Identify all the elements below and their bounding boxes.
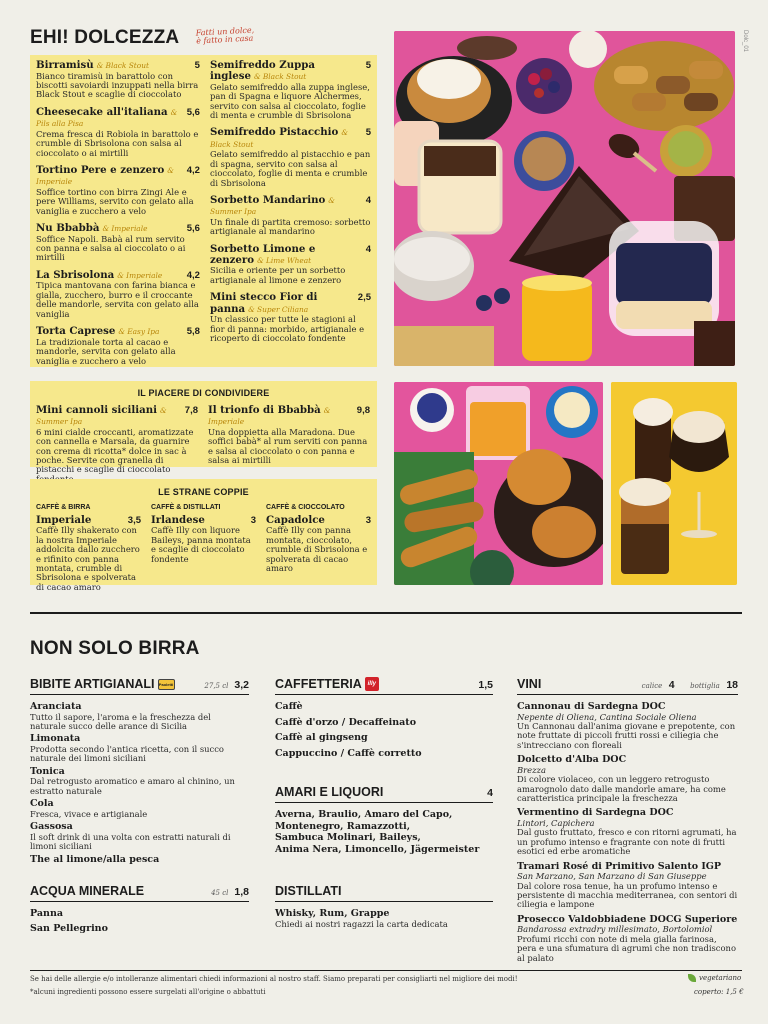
vegetariano-legend: vegetariano [688, 974, 741, 982]
dessert-item [36, 405, 198, 484]
vino-producer: San Marzano, San Marzano di San Giuseppe [517, 871, 707, 882]
amari-header [275, 785, 493, 803]
condividere-list [36, 405, 371, 484]
dessert-name-row [36, 165, 200, 188]
dessert-price: 7,8 [184, 405, 198, 416]
dessert-item [210, 292, 371, 343]
amari-title: AMARI E LIQUORI [275, 785, 384, 799]
bibite-title: BIBITE ARTIGIANALI [30, 677, 155, 691]
dessert-name-wrap [36, 405, 185, 428]
pairing-tag: & Pils alla Pisa [36, 107, 178, 129]
section-divider [30, 612, 742, 614]
acqua-price: 1,8 [234, 886, 249, 898]
dolcezza-tagline: Fatti un dolce, è fatto in casa [195, 25, 255, 46]
vino-item [517, 754, 738, 803]
acqua-list [30, 908, 249, 934]
coppia-name: Imperiale [36, 513, 92, 526]
cannoli-photo-illustration [394, 382, 603, 585]
coppia-item [36, 504, 141, 592]
distillati-desc: Chiedi ai nostri ragazzi la carta dedicata [275, 918, 448, 929]
dessert-name-wrap [36, 326, 159, 337]
calice-price: 4 [668, 679, 675, 691]
dolcezza-left-column [36, 60, 200, 366]
dessert-desc: Bianco tiramisù in barattolo con biscotti savoiardi inzuppati nella birra Black Stout e scaglie di cioccolato [36, 70, 199, 100]
vino-name: Prosecco Valdobbiadene DOCG Superiore [517, 913, 738, 925]
amari-line: Averna, Braulio, Amaro del Capo, [275, 809, 453, 820]
caffe-item: Caffè al gingseng [275, 732, 368, 744]
cannoli-photo [394, 382, 603, 585]
coppia-category: CAFFÈ & CIOCCOLATO [266, 504, 345, 511]
dessert-name: Sorbetto Limone e zenzero [209, 242, 316, 267]
dessert-price: 2,5 [357, 292, 371, 304]
coppia-desc: Caffè Illy con panna montata, cioccolato, crumble di Sbrisolona e spolverata di cacao amaro [266, 525, 368, 574]
vino-name: Cannonau di Sardegna DOC [517, 701, 666, 712]
coperto: coperto: 1,5 € [694, 988, 744, 996]
footer-surgelati: *alcuni ingredienti possono essere surgelati all'origine o abbattuti [30, 988, 266, 996]
caffe-list [275, 701, 493, 759]
dessert-name-row [36, 405, 198, 428]
dessert-name: Torta Caprese [36, 325, 116, 338]
dessert-name: Mini cannoli siciliani [36, 404, 157, 416]
vino-item [517, 914, 738, 963]
dessert-desc: Gelato semifreddo al pistacchio e pan di spagna, servito con salsa al cioccolato, foglie di menta e crumble di Sbrisolona [209, 149, 371, 188]
dessert-name: La Sbrisolona [36, 268, 115, 281]
pairing-tag: & Black Stout [96, 61, 149, 70]
dessert-desc: La tradizionale torta al cacao e mandorle, servita con gelato alla vaniglia e zucchero a velo [36, 336, 176, 366]
amari-line: Montenegro, Ramazzotti, [275, 820, 411, 832]
coppia-category: CAFFÈ & BIRRA [36, 504, 91, 511]
dessert-item [36, 107, 200, 158]
bibita-item [30, 854, 249, 866]
coppia-item [151, 504, 256, 592]
distillati-header [275, 884, 493, 902]
dessert-item [36, 165, 200, 216]
bibita-desc: Il soft drink di una volta con estratti naturali di limoni siciliani [30, 831, 231, 852]
dessert-name: Semifreddo Pistacchio [209, 126, 339, 139]
coppie-list [36, 504, 371, 592]
coppie-panel [30, 479, 377, 592]
dessert-name-wrap [36, 223, 147, 234]
paoletti-logo-icon: Paoletti [158, 679, 175, 690]
bibita-desc: Dal retrogusto aromatico e amaro al chinino, un estratto naturale [30, 776, 235, 796]
amari-price: 4 [487, 787, 493, 799]
bibita-name: Tonica [30, 765, 65, 777]
bibita-item [30, 821, 249, 851]
dessert-item [36, 326, 200, 366]
dessert-name: Nu Bbabbà [36, 221, 100, 234]
dessert-price: 5,6 [186, 106, 200, 118]
dessert-name: Il trionfo di Bbabbà [208, 404, 321, 416]
amari-list [275, 809, 493, 855]
dessert-item [208, 405, 370, 484]
illy-logo-icon: illy [365, 677, 379, 691]
amari-line: Anima Nera, Limoncello, Jägermeister [275, 843, 480, 855]
coppia-price: 3 [250, 514, 256, 526]
vino-name: Vermentino di Sardegna DOC [517, 807, 674, 819]
distillati-section [275, 884, 493, 929]
dessert-item [210, 244, 371, 286]
pairing-tag: & Imperiale [117, 270, 163, 280]
bottiglia-label: bottiglia [690, 682, 720, 690]
bibita-item [30, 733, 249, 763]
pairing-tag: & Imperiale [208, 406, 331, 427]
vino-name: Dolcetto d'Alba DOC [517, 754, 627, 766]
dessert-price: 4,2 [186, 164, 200, 176]
vino-item [517, 807, 738, 856]
coppia-item [266, 504, 371, 592]
dessert-price: 9,8 [356, 405, 370, 416]
dessert-price: 5 [365, 60, 371, 71]
vini-section [517, 677, 738, 963]
dessert-desc: Sicilia e oriente per un sorbetto artigianale al limone e zenzero [209, 265, 346, 285]
footer-divider [30, 970, 742, 971]
dessert-name: Birramisù [36, 59, 94, 71]
bibita-name: Aranciata [30, 701, 82, 712]
dolcezza-title: EHI! DOLCEZZA [30, 27, 180, 48]
vino-name: Tramari Rosé di Primitivo Salento IGP [517, 860, 722, 872]
acqua-qty: 45 cl [211, 889, 229, 897]
bibite-list [30, 701, 249, 865]
dessert-price: 5 [365, 127, 371, 139]
coppia-category: CAFFÈ & DISTILLATI [151, 504, 221, 511]
dessert-price: 5 [194, 60, 200, 71]
coppia-name: Capadolce [266, 513, 325, 526]
pairing-tag: & Black Stout [253, 72, 307, 82]
caffetteria-price: 1,5 [478, 679, 493, 691]
bibita-name: Gassosa [30, 821, 73, 833]
coppia-price: 3,5 [127, 514, 141, 526]
coppie-title: LE STRANE COPPIE [158, 487, 249, 497]
dessert-name-row [210, 244, 371, 267]
dessert-name-wrap [208, 405, 357, 428]
vini-list [517, 701, 738, 963]
vino-desc: Profumi ricchi con note di mela gialla farinosa, pera e una sfumatura di agrumi che non tradiscono al palato [517, 933, 736, 963]
dessert-item [210, 127, 371, 187]
coppia-desc: Caffè Illy shakerato con la nostra Imperiale addolcita dallo zucchero e rifinito con panna montata, crumble di Sbrisolona e spolverata di cacao amaro [36, 525, 140, 592]
distillati-list [275, 908, 493, 929]
dessert-desc: Tipica mantovana con farina bianca e gialla, zucchero, burro e il croccante delle mandorle, servita con gelato alla vaniglia [36, 280, 199, 319]
coppia-name: Irlandese [151, 513, 205, 526]
pairing-tag: & Easy Ipa [118, 327, 160, 337]
dessert-desc: Crema fresca di Robiola in barattolo e crumble di Sbrisolona con salsa al cioccolato o ai mirtilli [36, 128, 199, 158]
condividere-title: IL PIACERE DI CONDIVIDERE [137, 388, 270, 398]
leaf-icon [688, 974, 696, 982]
footer-allergie: Se hai delle allergie e/o intolleranze alimentari chiedi informazioni al nostro staff. Siamo preparati per consigliarti nel migliore dei modi! [30, 975, 518, 983]
dessert-name-row [36, 326, 200, 338]
drinks-photo [611, 382, 737, 585]
vino-item [517, 861, 738, 910]
dessert-desc: Gelato semifreddo alla zuppa inglese, pan di Spagna e liquore Alchermes, servito con salsa al cioccolato, foglie di menta e crumble di Sbrisolona [209, 81, 370, 121]
dessert-item [210, 60, 371, 120]
dolcezza-panel [30, 55, 377, 367]
dessert-name-row [210, 195, 371, 218]
amari-section [275, 785, 493, 855]
pairing-tag: & Imperiale [102, 223, 148, 233]
pairing-tag: & Black Stout [209, 128, 348, 149]
bibita-desc: Fresca, vivace e artigianale [30, 808, 148, 819]
dessert-name-row [36, 60, 200, 72]
dessert-price: 4,2 [186, 269, 200, 281]
dessert-name: Cheesecake all'italiana [36, 105, 168, 118]
dessert-name-row [210, 60, 371, 83]
dessert-name-wrap [210, 195, 366, 218]
coppia-price: 3 [365, 514, 371, 526]
bibita-item [30, 701, 249, 731]
dessert-desc: Soffice tortino con birra Zingi Ale e pere Williams, servito con gelato alla vaniglia e zucchero a velo [36, 186, 194, 216]
vino-producer: Bandarossa extradry millesimato, Bortolomiol [517, 924, 713, 935]
dessert-desc: Un classico per tutte le stagioni al fior di panna: morbido, artigianale e ricoperto di cioccolato fondente [209, 314, 365, 343]
dessert-name: Tortino Pere e zenzero [36, 163, 165, 176]
dessert-name-wrap [210, 60, 366, 83]
bibita-name: The al limone/alla pesca [30, 853, 160, 865]
bibita-name: Limonata [30, 733, 81, 745]
bottiglia-price: 18 [726, 679, 738, 691]
dessert-name: Sorbetto Mandarino [209, 193, 326, 206]
vini-header [517, 677, 738, 695]
caffe-item: Cappuccino / Caffè corretto [275, 747, 422, 759]
desserts-photo [394, 31, 735, 366]
distillati-name: Whisky, Rum, Grappe [275, 908, 390, 919]
pairing-tag: & Summer Ipa [209, 195, 335, 217]
dessert-item [36, 223, 200, 263]
bibite-section [30, 677, 249, 865]
acqua-section [30, 884, 249, 934]
vino-desc: Dal gusto fruttato, fresco e con ritorni agrumati, ha un profumo intenso e fragrante con note di frutti esotici ed erbe aromatiche [517, 827, 737, 857]
bibite-price: 3,2 [234, 679, 249, 691]
caffetteria-header [275, 677, 493, 695]
bibita-desc: Tutto il sapore, l'aroma e la freschezza del naturale succo delle arance di Sicilia [30, 711, 211, 731]
dessert-name-wrap [36, 60, 149, 71]
calice-label: calice [641, 682, 663, 690]
distillati-title: DISTILLATI [275, 884, 342, 898]
dessert-name-wrap [210, 127, 366, 150]
dessert-desc: Soffice Napoli. Babà al rum servito con panna e salsa al cioccolato o ai mirtilli [36, 233, 186, 263]
acqua-item: Panna [30, 908, 64, 919]
vino-producer: Brezza [517, 764, 546, 775]
pairing-tag: & Imperiale [36, 165, 174, 187]
dessert-name: Mini stecco Fior di panna [209, 291, 318, 315]
drinks-photo-illustration [611, 382, 737, 585]
dessert-name-row [36, 107, 200, 130]
dessert-price: 5,8 [186, 326, 200, 338]
dessert-name-wrap [36, 107, 187, 130]
dessert-name-row [210, 127, 371, 150]
vino-item [517, 701, 738, 750]
acqua-item: San Pellegrino [30, 922, 108, 934]
caffetteria-title: CAFFETTERIA [275, 677, 362, 691]
vino-producer: Lintori, Capichera [517, 817, 595, 828]
vino-producer: Nepente di Oliena, Cantina Sociale Oliena [517, 711, 697, 722]
acqua-header [30, 884, 249, 902]
pairing-tag: & Lime Wheat [257, 256, 312, 266]
dessert-name-wrap [36, 165, 187, 188]
pairing-tag: & Summer Ipa [36, 406, 167, 427]
caffe-item: Caffè [275, 701, 303, 712]
amari-line: Sambuca Molinari, Baileys, [275, 832, 421, 844]
vino-desc: Un Cannonau dall'anima giovane e prepotente, con note fruttate di piccoli frutti rossi e ciliegia che s'intrecciano con floreali [517, 720, 736, 750]
dessert-desc: Una doppietta alla Maradona. Due soffici babà* al rum serviti con panna e salsa al cioccolato o con panna e salsa ai mirtilli [208, 426, 368, 466]
non-solo-title: NON SOLO BIRRA [30, 638, 200, 659]
dessert-price: 5,6 [186, 222, 200, 234]
dessert-desc: Un finale di partita cremoso: sorbetto artigianale al mandarino [209, 216, 371, 237]
dessert-name-row [208, 405, 370, 428]
dessert-item [210, 195, 371, 237]
caffetteria-section [275, 677, 493, 759]
dessert-price: 4 [365, 243, 371, 255]
bibita-desc: Prodotta secondo l'antica ricetta, con il succo naturale dei limoni siciliani [30, 743, 224, 764]
vino-desc: Dal colore rosa tenue, ha un profumo intenso e persistente di macchia mediterranea, con sentori di ciliegia e lampone [517, 880, 738, 910]
dessert-price: 4 [365, 194, 371, 206]
vini-title: VINI [517, 677, 542, 691]
side-code: Dolc_01 [742, 30, 748, 53]
dessert-item [36, 270, 200, 319]
dolcezza-right-column [210, 60, 371, 366]
dessert-name-wrap [210, 244, 366, 267]
dessert-name-row [36, 223, 200, 235]
vino-desc: Di colore violaceo, con un leggero retrogusto amarognolo dato dalle mandorle amare, ha come caratteristica principale la freschezza [517, 774, 726, 803]
pairing-tag: & Super Ciliana [248, 304, 309, 314]
bibita-name: Cola [30, 798, 54, 810]
dessert-desc: 6 mini cialde croccanti, aromatizzate con cannella e Marsala, da guarnire con crema di ricotta* dolce in sac à poche. Servite con granella di pistacchi e scaglie di cioccolato [36, 426, 194, 475]
dessert-name-wrap [210, 292, 358, 315]
coppia-desc: Caffè Illy con liquore Baileys, panna montata e scaglie di cioccolato fondente [151, 525, 251, 564]
condividere-panel [30, 381, 377, 475]
desserts-photo-illustration [394, 31, 735, 366]
dessert-name: Semifreddo Zuppa inglese [209, 59, 315, 83]
bibita-item [30, 798, 249, 819]
bibite-qty: 27,5 cl [204, 682, 229, 690]
bibite-header [30, 677, 249, 695]
bibita-item [30, 766, 249, 796]
dessert-item [36, 60, 200, 100]
acqua-title: ACQUA MINERALE [30, 884, 145, 898]
dessert-name-row [210, 292, 371, 315]
caffe-item: Caffè d'orzo / Decaffeinato [275, 716, 417, 728]
